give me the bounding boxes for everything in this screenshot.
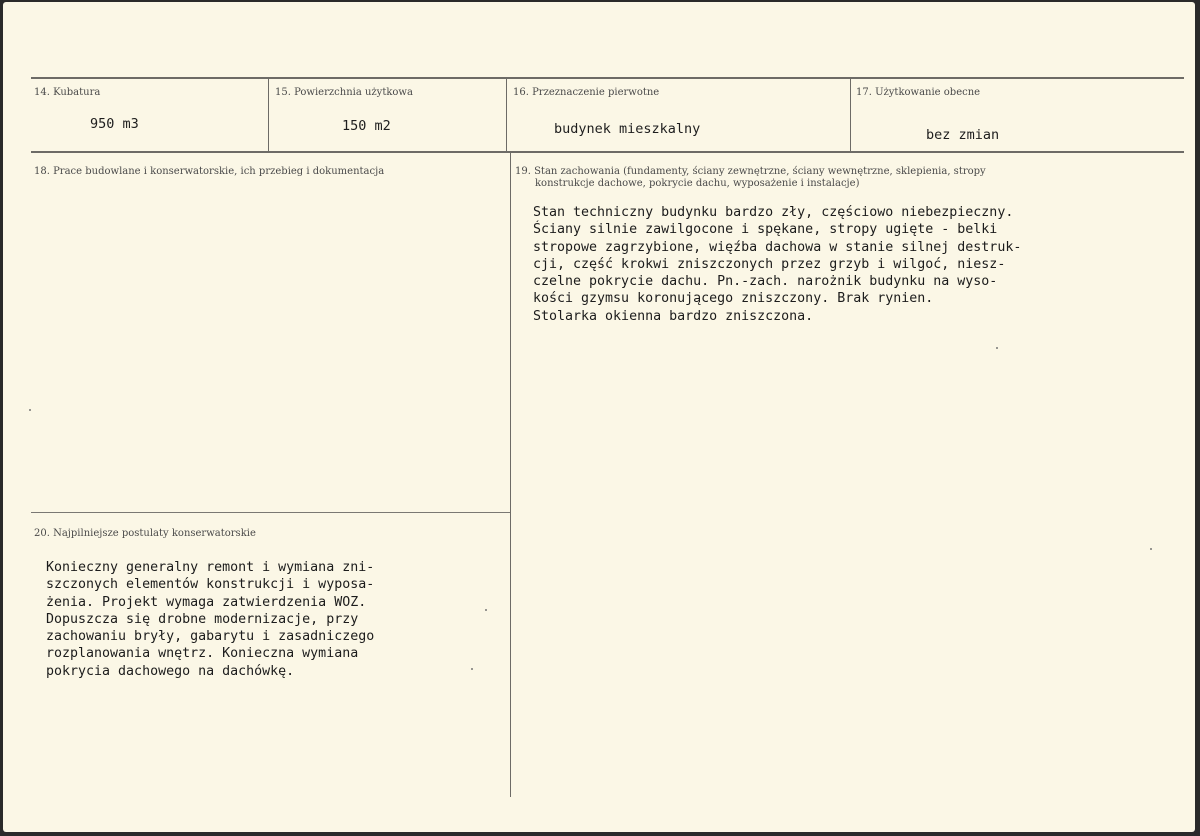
field-19-condition-text: Stan techniczny budynku bardzo zły, częściowo niebezpieczny. Ściany silnie zawilgocone i spękane, stropy ugięte - belki stropowe zagrzybione, więźba dachowa w stanie silnej destruk- cji, część krokwi zniszczonych przez grzyb i wilgoć, niesz- czelne pokrycie dachu. Pn.-zach. narożnik budynku na wyso- kości gzymsu koronującego zniszczony. Brak rynien. Stolarka okienna bardzo zniszczona. [533, 205, 1022, 324]
field-15-value: 150 m2 [342, 118, 391, 134]
main-column-divider [510, 152, 511, 797]
paper-speck [29, 409, 31, 411]
divider-14-15 [268, 78, 269, 151]
paper-speck [996, 347, 998, 349]
field-19-label-line1: 19. Stan zachowania (fundamenty, ściany zewnętrzne, ściany wewnętrzne, sklepienia, stropy [515, 166, 986, 177]
field-15-label: 15. Powierzchnia użytkowa [275, 87, 413, 98]
paper-speck [485, 609, 487, 611]
field-14-value: 950 m3 [90, 116, 139, 132]
divider-16-17 [850, 78, 851, 151]
header-bottom-rule [31, 151, 1184, 153]
divider-15-16 [506, 78, 507, 151]
field-17-label: 17. Użytkowanie obecne [856, 87, 981, 98]
field-17-value: bez zmian [926, 127, 1000, 143]
field-20-label: 20. Najpilniejsze postulaty konserwatorskie [34, 528, 256, 539]
left-middle-rule [31, 512, 510, 513]
top-rule [31, 77, 1184, 79]
field-16-value: budynek mieszkalny [554, 121, 701, 137]
field-20-postulates-text: Konieczny generalny remont i wymiana zni- szczonych elementów konstrukcji i wyposa- żenia. Projekt wymaga zatwierdzenia WOZ. Dopuszcza się drobne modernizacje, przy zachowaniu bryły, gabarytu i zasadniczego rozplanowania wnętrz. Konieczna wymiana pokrycia dachowego na dachówkę. [46, 560, 375, 679]
paper-speck [471, 668, 473, 670]
field-19-label-line2: konstrukcje dachowe, pokrycie dachu, wyposażenie i instalacje) [535, 178, 860, 189]
paper-speck [1150, 548, 1152, 550]
field-16-label: 16. Przeznaczenie pierwotne [513, 87, 660, 98]
record-card [3, 2, 1195, 832]
field-14-label: 14. Kubatura [34, 87, 101, 98]
field-18-label: 18. Prace budowlane i konserwatorskie, ich przebieg i dokumentacja [34, 166, 385, 177]
